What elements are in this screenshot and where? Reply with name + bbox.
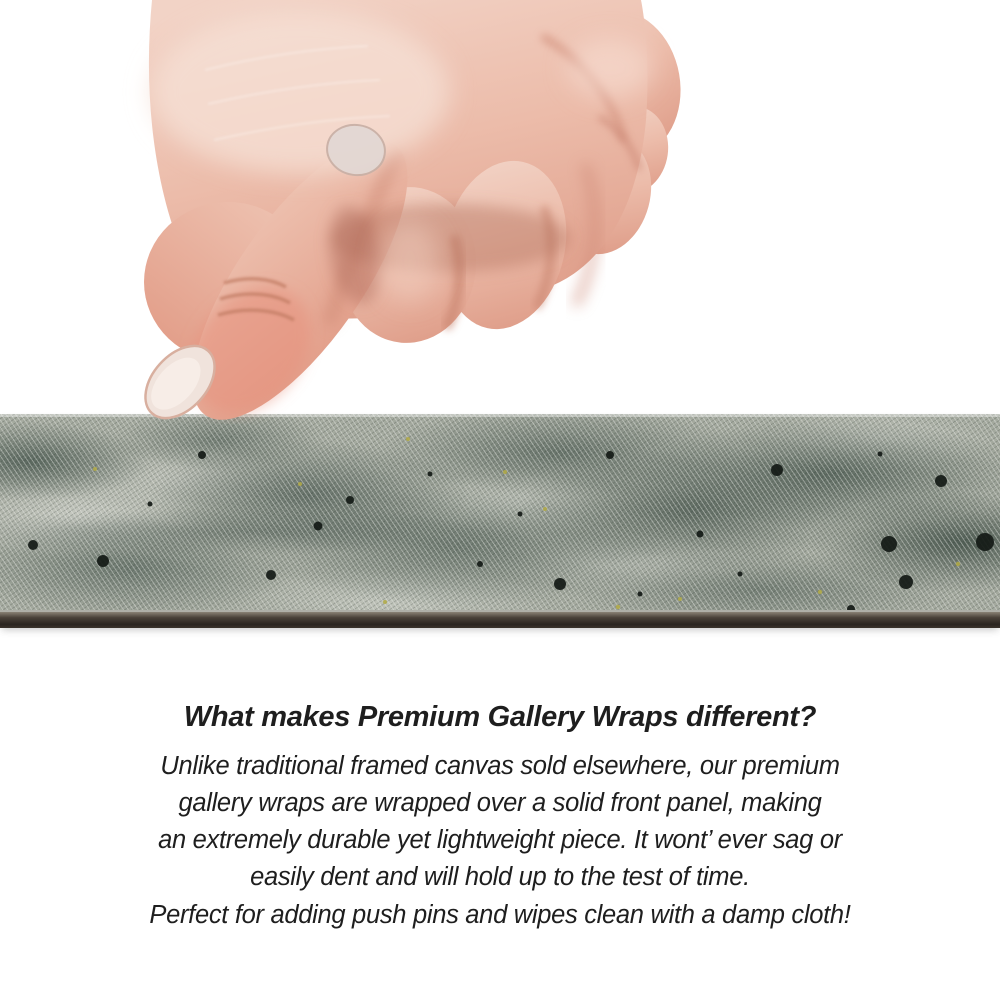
hand-photo — [0, 0, 1000, 424]
canvas-edge-photo — [0, 414, 1000, 628]
info-body-line-2: gallery wraps are wrapped over a solid front panel, making — [178, 789, 822, 817]
info-body-line-5: Perfect for adding push pins and wipes clean with a damp cloth! — [149, 900, 851, 929]
info-body-line-1: Unlike traditional framed canvas sold elsewhere, our premium — [160, 751, 840, 780]
info-body-line-4: easily dent and will hold up to the test of time. — [250, 863, 750, 892]
info-body-line-3: an extremely durable yet lightweight piece. It wont’ ever sag or — [158, 826, 842, 855]
canvas-panel-edge — [0, 610, 1000, 628]
product-info — [0, 700, 1000, 934]
info-heading: What makes Premium Gallery Wraps different? — [183, 701, 817, 733]
canvas-speckles — [0, 414, 1000, 628]
